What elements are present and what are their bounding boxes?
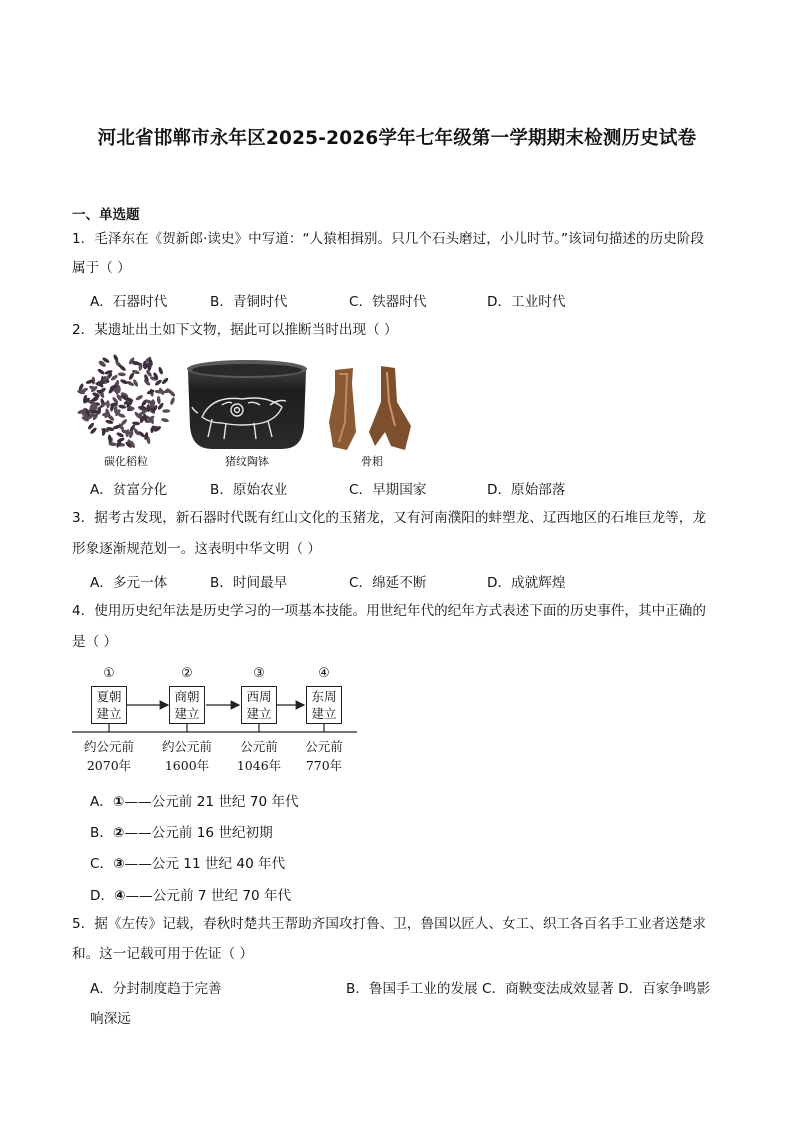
- timeline-box-western-zhou: 西周 建立: [241, 686, 277, 724]
- timeline-num-4: ④: [318, 666, 330, 681]
- question-4-text: 4．使用历史纪年法是历史学习的一项基本技能。用世纪年代的纪年方式表述下面的历史事件，其中正确的: [72, 603, 706, 619]
- question-5-text-cont: 和。这一记载可用于佐证（ ）: [72, 946, 254, 962]
- section-heading: 一、单选题: [72, 207, 140, 223]
- timeline-num-2: ②: [181, 666, 193, 681]
- option-a[interactable]: A．石器时代: [90, 294, 168, 310]
- question-5-text: 5．据《左传》记载，春秋时楚共王帮助齐国攻打鲁、卫，鲁国以匠人、女工、织工各百名手工业者送楚求: [72, 916, 706, 932]
- option-a[interactable]: A．多元一体: [90, 575, 168, 591]
- page-title: 河北省邯郸市永年区2025-2026学年七年级第一学期期末检测历史试卷: [97, 128, 697, 149]
- option-c[interactable]: C．早期国家: [349, 482, 427, 498]
- option-d[interactable]: D．成就辉煌: [487, 575, 566, 591]
- timeline-box-xia: 夏朝 建立: [91, 686, 127, 724]
- option-c[interactable]: C．③——公元 11 世纪 40 年代: [90, 856, 286, 872]
- caption-bowl: 猪纹陶钵: [225, 455, 269, 468]
- pig-pottery-bowl-image: [182, 357, 312, 452]
- timeline-num-3: ③: [253, 666, 265, 681]
- bone-spade-image: [325, 362, 420, 452]
- option-b[interactable]: B．原始农业: [210, 482, 288, 498]
- option-a[interactable]: A．贫富分化: [90, 482, 168, 498]
- option-d[interactable]: D．工业时代: [487, 294, 566, 310]
- timeline-box-eastern-zhou: 东周 建立: [306, 686, 342, 724]
- timeline-date-3: 公元前 1046年: [236, 739, 282, 773]
- option-b[interactable]: B．青铜时代: [210, 294, 288, 310]
- option-c[interactable]: C．绵延不断: [349, 575, 427, 591]
- option-a[interactable]: A．分封制度趋于完善: [90, 981, 222, 997]
- option-b-c-d[interactable]: B．鲁国手工业的发展 C．商鞅变法成效显著 D．百家争鸣影: [346, 981, 711, 997]
- carbonized-rice-image: [72, 350, 180, 450]
- question-3-text: 3．据考古发现，新石器时代既有红山文化的玉猪龙，又有河南濮阳的蚌塑龙、辽西地区的石堆巨龙等，龙: [72, 510, 706, 526]
- option-b[interactable]: B．时间最早: [210, 575, 288, 591]
- question-2-text: 2．某遗址出土如下文物，据此可以推断当时出现（ ）: [72, 322, 398, 338]
- option-d[interactable]: D．④——公元前 7 世纪 70 年代: [90, 888, 292, 904]
- question-4-text-cont: 是（ ）: [72, 634, 118, 650]
- option-d-wrap: 响深远: [90, 1011, 131, 1027]
- caption-rice: 碳化稻粒: [104, 455, 148, 468]
- option-b[interactable]: B．②——公元前 16 世纪初期: [90, 825, 273, 841]
- question-1-text: 1．毛泽东在《贺新郎·读史》中写道：“人猿相揖别。只几个石头磨过，小儿时节。”该词句描述的历史阶段: [72, 231, 704, 247]
- timeline-date-4: 公元前 770年: [305, 739, 343, 773]
- timeline-date-1: 约公元前 2070年: [83, 739, 134, 773]
- timeline-box-shang: 商朝 建立: [169, 686, 205, 724]
- timeline-num-1: ①: [103, 666, 115, 681]
- option-c[interactable]: C．铁器时代: [349, 294, 427, 310]
- question-1-text-cont: 属于（ ）: [72, 260, 131, 276]
- option-a[interactable]: A．①——公元前 21 世纪 70 年代: [90, 794, 299, 810]
- question-3-text-cont: 形象逐渐规范划一。这表明中华文明（ ）: [72, 541, 322, 557]
- timeline-date-2: 约公元前 1600年: [161, 739, 212, 773]
- caption-spade: 骨耜: [361, 455, 383, 468]
- option-d[interactable]: D．原始部落: [487, 482, 566, 498]
